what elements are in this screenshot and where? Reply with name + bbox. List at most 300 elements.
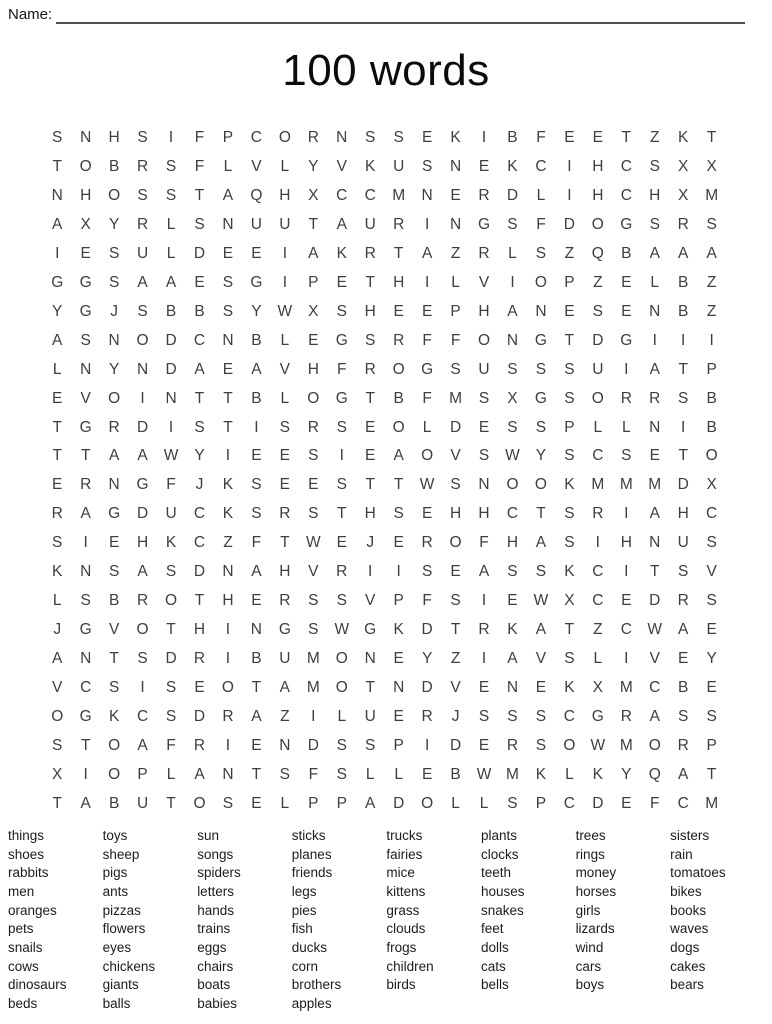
grid-letter: S: [649, 215, 660, 233]
grid-letter: S: [137, 186, 148, 204]
grid-letter: D: [165, 650, 177, 668]
grid-letter: G: [620, 331, 633, 349]
grid-letter: D: [136, 418, 149, 436]
grid-letter: A: [421, 244, 433, 262]
grid-letter: E: [564, 129, 575, 146]
grid-letter: Y: [108, 215, 120, 233]
grid-letter: O: [563, 737, 576, 755]
word-list-item: cows: [8, 958, 39, 974]
grid-letter: L: [593, 650, 603, 668]
grid-letter: S: [52, 534, 63, 552]
grid-letter: S: [336, 737, 347, 755]
grid-letter: A: [279, 679, 291, 697]
grid-letter: X: [308, 186, 319, 204]
grid-letter: I: [624, 650, 629, 668]
grid-letter: O: [421, 447, 434, 465]
grid-letter: V: [336, 157, 347, 175]
grid-letter: S: [507, 563, 518, 581]
grid-letter: G: [534, 389, 547, 407]
grid-letter: X: [80, 215, 91, 233]
grid-letter: L: [166, 244, 176, 262]
word-list-item: songs: [197, 846, 234, 862]
grid-letter: E: [478, 157, 490, 175]
grid-letter: S: [222, 794, 234, 812]
grid-letter: B: [194, 302, 205, 320]
grid-letter: A: [108, 447, 120, 465]
word-list-column: [670, 827, 765, 1014]
grid-letter: E: [421, 129, 433, 146]
grid-letter: O: [221, 679, 234, 697]
grid-letter: T: [52, 794, 62, 812]
grid-letter: C: [506, 505, 519, 523]
grid-letter: W: [505, 447, 520, 465]
grid-letter: B: [251, 389, 262, 407]
grid-letter: Y: [308, 157, 319, 175]
grid-letter: S: [621, 447, 632, 465]
grid-letter: H: [449, 505, 462, 523]
grid-letter: O: [51, 708, 64, 726]
grid-letter: D: [165, 360, 177, 378]
grid-letter: N: [250, 621, 262, 639]
grid-letter: R: [620, 708, 632, 726]
grid-letter: L: [337, 708, 347, 726]
grid-letter: U: [279, 215, 291, 233]
grid-letter: S: [336, 418, 347, 436]
grid-letter: Y: [621, 765, 632, 783]
grid-letter: R: [136, 215, 149, 233]
grid-letter: G: [79, 621, 92, 639]
grid-letter: R: [51, 505, 63, 523]
grid-letter: E: [251, 794, 262, 812]
letter-grid: [43, 124, 727, 819]
word-list-item: letters: [197, 883, 234, 899]
grid-letter: S: [706, 592, 717, 610]
grid-letter: B: [678, 273, 689, 291]
grid-letter: O: [449, 534, 462, 552]
grid-letter: S: [450, 476, 461, 494]
word-list-item: pies: [291, 902, 317, 918]
grid-letter: M: [306, 679, 320, 697]
grid-letter: E: [80, 244, 91, 262]
grid-letter: N: [165, 389, 177, 407]
grid-row: [43, 703, 727, 732]
grid-letter: S: [222, 302, 234, 320]
grid-letter: P: [336, 794, 347, 812]
grid-letter: S: [678, 563, 689, 581]
word-list-item: oranges: [8, 902, 57, 918]
grid-letter: G: [534, 331, 547, 349]
grid-letter: E: [279, 476, 291, 494]
word-list-item: fairies: [386, 846, 423, 862]
name-input-line[interactable]: [56, 6, 745, 24]
grid-letter: L: [593, 418, 603, 436]
word-list-column: [8, 827, 103, 1014]
grid-letter: G: [79, 273, 92, 291]
grid-letter: L: [280, 794, 290, 812]
grid-letter: K: [52, 563, 63, 581]
grid-letter: S: [251, 476, 262, 494]
word-list: [8, 827, 772, 1014]
grid-letter: R: [136, 157, 149, 175]
grid-letter: B: [108, 794, 120, 812]
grid-letter: B: [621, 244, 632, 262]
word-list-item: eggs: [197, 939, 227, 955]
grid-letter: S: [450, 592, 461, 610]
grid-row: [43, 182, 727, 211]
word-list-column: [292, 827, 387, 1014]
grid-letter: K: [564, 563, 575, 581]
grid-letter: R: [421, 534, 433, 552]
grid-letter: V: [450, 679, 461, 697]
grid-letter: R: [478, 186, 490, 204]
word-list-item: dolls: [480, 939, 509, 955]
grid-letter: H: [136, 534, 149, 552]
grid-letter: H: [677, 505, 689, 523]
grid-letter: T: [564, 331, 575, 349]
grid-letter: S: [478, 389, 490, 407]
grid-letter: N: [108, 331, 120, 349]
grid-letter: O: [534, 476, 547, 494]
grid-letter: A: [336, 215, 347, 233]
grid-letter: E: [251, 244, 262, 262]
grid-letter: E: [108, 534, 120, 552]
grid-letter: Z: [450, 244, 461, 262]
grid-letter: S: [365, 129, 376, 146]
word-list-item: spiders: [197, 865, 241, 881]
grid-letter: N: [506, 331, 519, 349]
grid-letter: Z: [280, 708, 290, 726]
grid-letter: R: [478, 621, 490, 639]
grid-letter: K: [535, 765, 547, 783]
grid-letter: L: [365, 765, 375, 783]
grid-letter: A: [80, 505, 91, 523]
word-list-item: trains: [197, 921, 231, 937]
grid-letter: E: [251, 737, 262, 755]
grid-letter: L: [479, 794, 489, 812]
word-list-item: pizzas: [102, 902, 141, 918]
grid-letter: L: [536, 186, 546, 204]
grid-letter: I: [311, 708, 316, 726]
grid-letter: W: [533, 592, 549, 610]
grid-letter: P: [564, 418, 575, 436]
grid-letter: G: [136, 476, 149, 494]
grid-letter: P: [535, 794, 547, 812]
word-list-item: chickens: [102, 958, 156, 974]
grid-letter: L: [52, 360, 62, 378]
grid-letter: S: [535, 737, 547, 755]
grid-letter: A: [507, 650, 518, 668]
grid-letter: S: [678, 389, 689, 407]
grid-row: [43, 674, 727, 703]
grid-letter: D: [677, 476, 689, 494]
grid-letter: E: [251, 447, 262, 465]
grid-letter: S: [393, 505, 404, 523]
grid-letter: V: [279, 360, 291, 378]
grid-letter: O: [421, 794, 434, 812]
grid-letter: K: [393, 621, 404, 639]
grid-letter: E: [365, 418, 376, 436]
grid-letter: S: [535, 563, 547, 581]
grid-letter: D: [506, 186, 519, 204]
grid-letter: L: [650, 273, 660, 291]
word-list-item: birds: [386, 977, 416, 993]
grid-letter: W: [476, 765, 492, 783]
grid-letter: S: [194, 215, 205, 233]
grid-letter: R: [279, 592, 291, 610]
grid-letter: R: [279, 505, 291, 523]
grid-letter: K: [450, 129, 461, 146]
grid-letter: I: [681, 418, 686, 436]
word-list-item: clocks: [480, 846, 519, 862]
grid-letter: D: [393, 794, 405, 812]
word-list-item: books: [670, 902, 707, 918]
grid-letter: O: [108, 186, 121, 204]
grid-letter: A: [478, 563, 490, 581]
grid-letter: Y: [194, 447, 205, 465]
grid-letter: T: [337, 505, 347, 523]
grid-letter: I: [624, 563, 629, 581]
grid-letter: E: [279, 447, 291, 465]
grid-letter: I: [368, 563, 373, 581]
grid-letter: V: [108, 621, 120, 639]
grid-letter: A: [535, 534, 547, 552]
grid-letter: L: [451, 273, 460, 291]
grid-letter: D: [165, 331, 177, 349]
grid-letter: A: [393, 447, 404, 465]
grid-letter: G: [364, 621, 377, 639]
grid-letter: O: [534, 273, 547, 291]
word-list-item: feet: [480, 921, 504, 937]
grid-letter: U: [677, 534, 689, 552]
grid-letter: K: [592, 765, 603, 783]
grid-letter: O: [392, 418, 405, 436]
grid-letter: S: [706, 215, 717, 233]
grid-row: [43, 500, 727, 529]
grid-letter: B: [393, 389, 404, 407]
grid-letter: C: [364, 186, 376, 204]
grid-letter: H: [279, 563, 291, 581]
word-list-item: hands: [197, 902, 234, 918]
grid-letter: S: [165, 186, 177, 204]
word-list-item: sun: [197, 828, 219, 843]
grid-letter: S: [80, 331, 91, 349]
grid-letter: Z: [706, 273, 717, 291]
grid-letter: I: [624, 505, 629, 523]
grid-letter: A: [251, 708, 262, 726]
grid-letter: Z: [593, 273, 603, 291]
word-list-item: planes: [291, 846, 332, 862]
grid-letter: B: [450, 765, 461, 783]
word-list-item: ducks: [291, 939, 328, 955]
grid-letter: O: [591, 389, 604, 407]
grid-letter: F: [422, 331, 432, 349]
grid-letter: W: [277, 302, 293, 320]
grid-letter: E: [222, 244, 234, 262]
grid-letter: E: [251, 592, 262, 610]
grid-row: [43, 761, 727, 790]
grid-letter: A: [678, 621, 689, 639]
grid-letter: I: [481, 129, 487, 146]
grid-letter: O: [591, 215, 604, 233]
grid-letter: A: [222, 186, 234, 204]
grid-letter: E: [336, 273, 347, 291]
word-list-item: clouds: [386, 921, 426, 937]
grid-letter: B: [706, 418, 717, 436]
grid-letter: N: [51, 186, 63, 204]
grid-letter: N: [421, 186, 433, 204]
grid-letter: N: [336, 129, 348, 146]
word-list-item: legs: [291, 883, 317, 899]
word-list-item: flowers: [102, 921, 146, 937]
grid-letter: I: [168, 129, 174, 146]
grid-letter: O: [392, 360, 405, 378]
grid-letter: B: [251, 331, 262, 349]
grid-letter: I: [83, 765, 88, 783]
grid-letter: P: [706, 360, 717, 378]
grid-letter: E: [365, 447, 376, 465]
grid-letter: C: [250, 129, 262, 146]
grid-letter: T: [80, 737, 91, 755]
grid-letter: G: [250, 273, 263, 291]
grid-letter: I: [652, 331, 657, 349]
grid-letter: T: [308, 215, 319, 233]
grid-letter: H: [279, 186, 291, 204]
grid-letter: S: [507, 215, 518, 233]
grid-letter: X: [592, 679, 603, 697]
grid-letter: N: [80, 650, 92, 668]
word-list-item: pigs: [102, 865, 128, 881]
grid-letter: C: [620, 186, 632, 204]
grid-letter: V: [706, 563, 717, 581]
grid-letter: W: [419, 476, 435, 494]
grid-letter: S: [507, 708, 518, 726]
grid-letter: T: [393, 244, 404, 262]
grid-letter: R: [620, 389, 632, 407]
grid-letter: J: [195, 476, 204, 494]
grid-letter: H: [592, 157, 604, 175]
grid-letter: E: [222, 360, 234, 378]
grid-letter: V: [649, 650, 660, 668]
word-list-item: money: [575, 865, 617, 881]
grid-letter: R: [364, 244, 376, 262]
grid-letter: U: [279, 650, 291, 668]
grid-letter: D: [136, 505, 149, 523]
grid-letter: P: [393, 592, 404, 610]
grid-letter: T: [393, 476, 404, 494]
word-list-column: [103, 827, 198, 1014]
grid-letter: G: [335, 389, 348, 407]
grid-letter: S: [279, 765, 291, 783]
grid-letter: S: [80, 592, 91, 610]
word-list-item: kittens: [386, 883, 426, 899]
grid-letter: E: [52, 389, 63, 407]
grid-letter: S: [108, 273, 120, 291]
grid-letter: W: [590, 737, 606, 755]
grid-letter: S: [52, 129, 63, 146]
grid-letter: A: [678, 765, 689, 783]
grid-row: [43, 211, 727, 240]
word-list-column: [197, 827, 292, 1014]
word-list-item: cars: [575, 958, 602, 974]
grid-letter: N: [649, 418, 661, 436]
word-list-item: giants: [102, 977, 139, 993]
grid-letter: P: [137, 765, 148, 783]
grid-letter: S: [165, 708, 177, 726]
grid-letter: A: [649, 505, 660, 523]
grid-letter: R: [307, 129, 319, 146]
grid-letter: E: [421, 302, 433, 320]
grid-letter: H: [393, 273, 405, 291]
grid-letter: E: [308, 476, 319, 494]
grid-letter: N: [80, 360, 92, 378]
grid-letter: L: [451, 794, 460, 812]
grid-letter: R: [478, 244, 490, 262]
grid-letter: I: [481, 650, 487, 668]
grid-letter: S: [592, 302, 603, 320]
grid-row: [43, 240, 727, 269]
grid-letter: H: [80, 186, 92, 204]
grid-letter: F: [479, 534, 489, 552]
word-list-item: grass: [386, 902, 420, 918]
grid-letter: V: [308, 563, 319, 581]
grid-letter: I: [424, 215, 430, 233]
grid-letter: S: [279, 418, 291, 436]
grid-letter: E: [393, 302, 404, 320]
word-list-item: apples: [291, 995, 332, 1011]
grid-letter: E: [308, 331, 319, 349]
grid-letter: P: [393, 737, 404, 755]
grid-letter: E: [421, 505, 433, 523]
word-list-column: [386, 827, 481, 1014]
grid-letter: I: [567, 186, 572, 204]
grid-letter: D: [193, 563, 206, 581]
grid-letter: N: [449, 157, 462, 175]
grid-letter: P: [308, 794, 319, 812]
grid-letter: E: [450, 186, 461, 204]
grid-letter: R: [677, 737, 689, 755]
grid-letter: G: [108, 505, 121, 523]
grid-letter: B: [165, 302, 177, 320]
grid-letter: O: [108, 389, 121, 407]
grid-letter: B: [678, 302, 689, 320]
grid-letter: I: [225, 737, 231, 755]
grid-letter: T: [706, 129, 717, 146]
grid-letter: P: [706, 737, 717, 755]
grid-letter: A: [308, 244, 319, 262]
grid-letter: L: [565, 765, 574, 783]
grid-row: [43, 558, 727, 587]
word-list-item: houses: [480, 883, 525, 899]
grid-letter: E: [478, 679, 490, 697]
grid-letter: E: [478, 418, 490, 436]
grid-letter: C: [80, 679, 92, 697]
grid-letter: S: [336, 476, 347, 494]
grid-letter: Q: [250, 186, 263, 204]
grid-letter: A: [649, 708, 660, 726]
grid-letter: L: [223, 157, 233, 175]
grid-letter: I: [254, 418, 259, 436]
grid-letter: I: [481, 592, 487, 610]
grid-letter: Q: [648, 765, 661, 783]
grid-row: [43, 587, 727, 616]
grid-letter: R: [393, 331, 405, 349]
grid-letter: X: [678, 157, 689, 175]
grid-letter: B: [706, 389, 717, 407]
grid-letter: U: [364, 215, 376, 233]
grid-letter: X: [706, 157, 717, 175]
grid-letter: S: [507, 360, 518, 378]
grid-letter: S: [564, 505, 575, 523]
